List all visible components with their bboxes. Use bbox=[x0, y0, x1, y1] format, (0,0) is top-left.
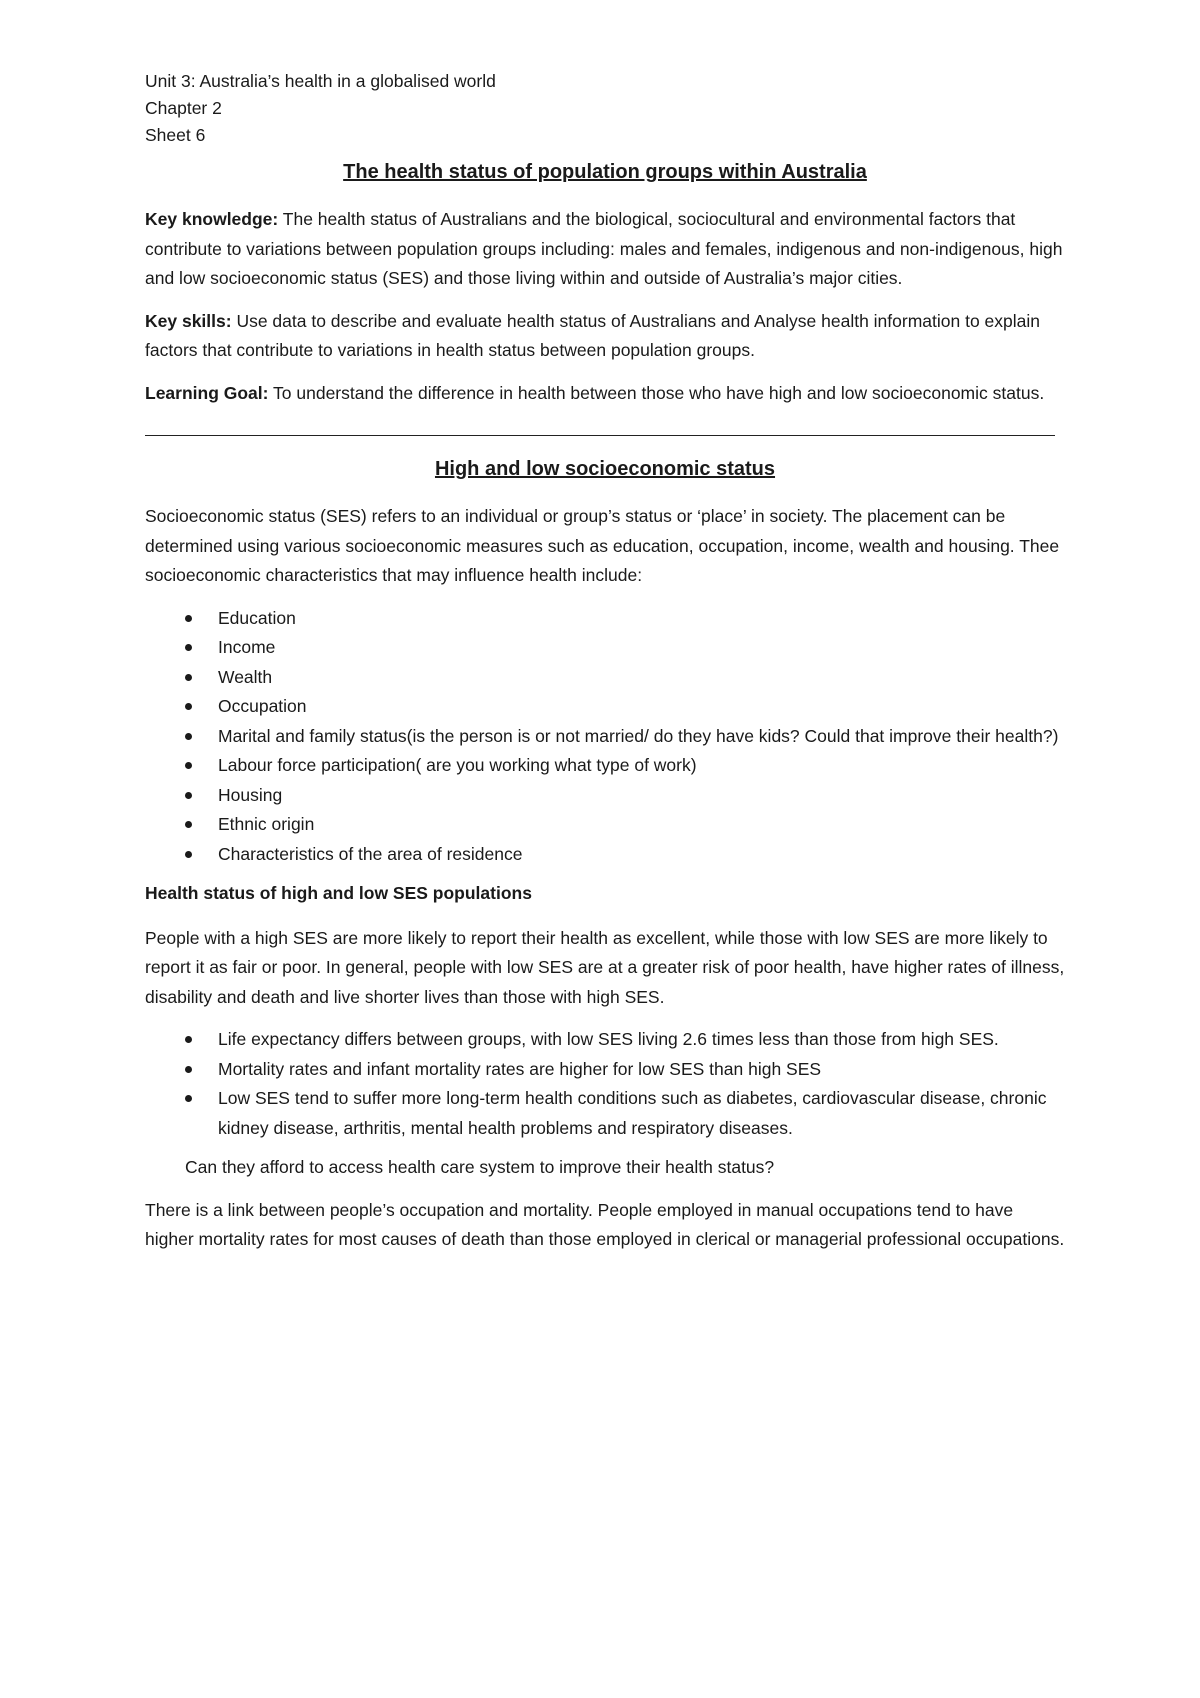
occupation-paragraph: There is a link between people’s occupation and mortality. People employed in manual occupations tend to have higher mortality rates for most causes of death than those employed in clerical or managerial professional occupations. bbox=[145, 1199, 1065, 1249]
list-item: Wealth bbox=[145, 663, 1065, 693]
question-line: Can they afford to access health care system to improve their health status? bbox=[185, 1157, 775, 1177]
list-item: Occupation bbox=[145, 692, 1065, 722]
key-knowledge-text: The health status of Australians and the biological, sociocultural and environmental factors that contribute to variations between population groups including: males and females, indigenous and non-indigenous, high and low socioeconomic status (SES) and those living within and outside of Australia’s major cities. bbox=[145, 209, 1063, 288]
health-points-list bbox=[145, 1025, 1065, 1143]
learning-goal-paragraph bbox=[145, 379, 1065, 409]
list-item: Ethnic origin bbox=[145, 810, 1065, 840]
key-skills-paragraph bbox=[145, 307, 1065, 366]
list-item: Marital and family status(is the person is or not married/ do they have kids? Could that improve their health?) bbox=[145, 722, 1065, 752]
intro-paragraph: Socioeconomic status (SES) refers to an individual or group’s status or ‘place’ in society. The placement can be determined using various socioeconomic measures such as education, occupation, income, wealth and housing. Thee socioeconomic characteristics that may influence health include: bbox=[145, 506, 1060, 585]
section-title: High and low socioeconomic status bbox=[434, 458, 776, 480]
unit-line: Unit 3: Australia’s health in a globalised world bbox=[145, 71, 496, 91]
section-divider bbox=[145, 435, 1055, 436]
key-knowledge-label: Key knowledge: bbox=[145, 209, 279, 229]
list-item: Income bbox=[145, 633, 1065, 663]
health-status-subheading: Health status of high and low SES populations bbox=[145, 883, 532, 903]
key-skills-text: Use data to describe and evaluate health status of Australians and Analyse health information to explain factors that contribute to variations in health status between population groups. bbox=[145, 310, 1041, 360]
document-page bbox=[145, 68, 1065, 1268]
learning-goal-text: To understand the difference in health between those who have high and low socioeconomic status. bbox=[268, 382, 1045, 403]
list-item: Life expectancy differs between groups, with low SES living 2.6 times less than those from high SES. bbox=[145, 1025, 1065, 1055]
list-item: Education bbox=[145, 604, 1065, 634]
learning-goal-label: Learning Goal: bbox=[145, 382, 269, 403]
characteristics-list bbox=[145, 604, 1065, 870]
document-title: The health status of population groups within Australia bbox=[343, 161, 867, 183]
list-item: Labour force participation( are you working what type of work) bbox=[145, 751, 1065, 781]
list-item: Housing bbox=[145, 781, 1065, 811]
chapter-line: Chapter 2 bbox=[145, 98, 222, 118]
health-paragraph: People with a high SES are more likely to report their health as excellent, while those with low SES are more likely to report it as fair or poor. In general, people with low SES are at a greater risk of poor health, have higher rates of illness, disability and death and live shorter lives than those with high SES. bbox=[145, 927, 1065, 1007]
key-knowledge-paragraph bbox=[145, 205, 1065, 294]
list-item: Low SES tend to suffer more long-term health conditions such as diabetes, cardiovascular disease, chronic kidney disease, arthritis, mental health problems and respiratory diseases. bbox=[145, 1084, 1065, 1143]
list-item: Characteristics of the area of residence bbox=[145, 840, 1065, 870]
key-skills-label: Key skills: bbox=[145, 310, 232, 331]
sheet-line: Sheet 6 bbox=[145, 125, 206, 145]
list-item: Mortality rates and infant mortality rates are higher for low SES than high SES bbox=[145, 1055, 1065, 1085]
